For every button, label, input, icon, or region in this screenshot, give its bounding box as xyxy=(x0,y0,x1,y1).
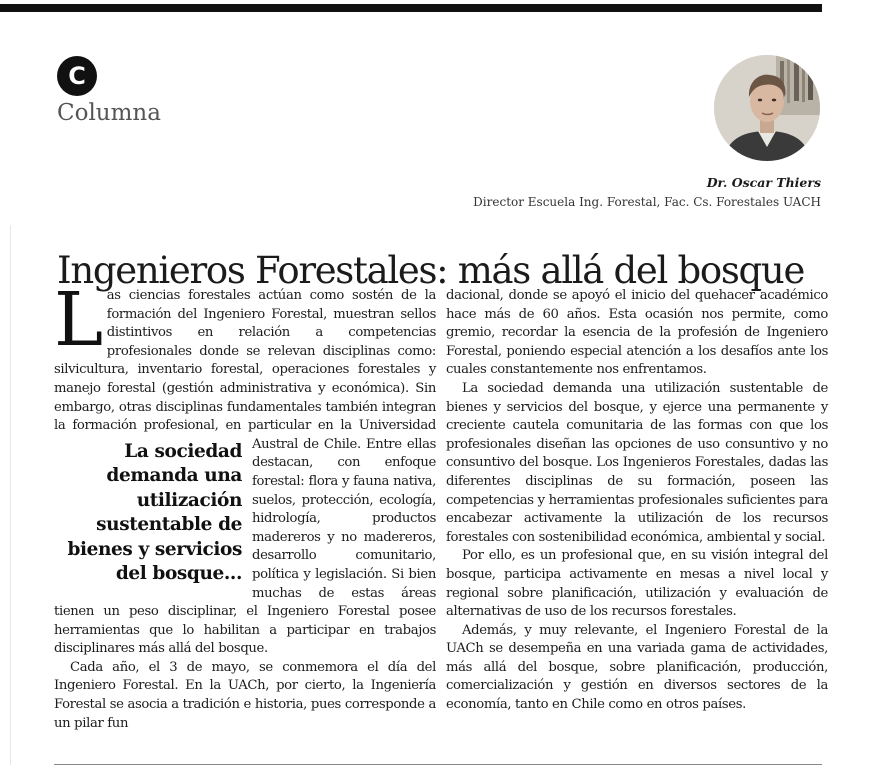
top-rule xyxy=(0,4,822,12)
author-role: Director Escuela Ing. Forestal, Fac. Cs. Forestales UACH xyxy=(473,195,821,209)
author-portrait-icon xyxy=(714,55,820,161)
section-label: Columna xyxy=(57,100,161,126)
drop-cap: L xyxy=(54,277,103,363)
article-column-right xyxy=(446,287,828,715)
article-paragraph: dacional, donde se apoyó el inicio del quehacer académico hace más de 60 años. Esta ocasión nos permite, como gremio, recordar la esencia de la profesión de Ingeniero Forestal, poniendo especial atención a los desafíos ante los cuales constantemente nos enfrentamos. xyxy=(446,288,828,378)
article-paragraph: La sociedad demanda una utilización sustentable de bienes y servicios del bosque, y ejerce una permanente y creciente cautela comunitaria de las formas con que los profesionales diseñan las opciones de uso consuntivo y no consuntivo del bosque. Los Ingenieros Forestales, dadas las diferentes disciplinas de su formación, poseen las competencias y herramientas profesionales suficientes para encabezar activamente la utilización de los recursos forestales con sostenibilidad económica, ambiental y social. xyxy=(446,380,828,545)
paragraph-text: ticular en la Universidad Austral de Chile. Entre ellas destacan, con enfoque forestal: flora y fauna nativa, suelos, protección, ecología, hidrología, productos madereros y no madereros, desarrollo comunitario, política y legislación. Si bien muchas de estas áreas tienen un peso disciplinar, el Ingeniero Forestal posee herramientas que lo habilitan a participar en trabajos disciplinares más allá del bosque. xyxy=(54,418,436,657)
article-paragraph xyxy=(54,277,436,659)
pull-quote: La sociedad demanda una utilización sustentable de bienes y servicios del bosque... xyxy=(67,440,242,585)
page-edge-line xyxy=(10,225,11,765)
paragraph-text: as ciencias forestales actúan como sostén de la formación del Ingeniero Forestal, muestran sellos distintivos en relación a competencias profesionales donde se relevan disciplinas como: silvicultura, inventario forestal, operaciones forestales y manejo forestal (gestión administrativa y económica). Sin embargo, otras disciplinas fundamentales también integran la formación profesional, en par xyxy=(54,288,436,434)
bottom-rule xyxy=(54,764,822,765)
article-paragraph: Además, y muy relevante, el Ingeniero Forestal de la UACh se desempeña en una variada gama de actividades, más allá del bosque, sobre planificación, producción, comercialización y gestión en diversos sectores de la economía, tanto en Chile como en otros países. xyxy=(446,622,828,713)
article-column-left xyxy=(54,277,436,747)
article-paragraph: Por ello, es un profesional que, en su visión integral del bosque, participa activamente en mesas a nivel local y regional sobre planificación, utilización y evaluación de alternativas de uso de los recursos forestales. xyxy=(446,548,828,620)
article-headline: Ingenieros Forestales: más allá del bosque xyxy=(57,248,805,292)
article-paragraph: Cada año, el 3 de mayo, se conmemora el día del Ingeniero Forestal. En la UACh, por cierto, la Ingeniería Forestal se asocia a tradición e historia, pues corresponde a un pilar fun xyxy=(54,659,436,731)
author-name: Dr. Oscar Thiers xyxy=(706,175,821,190)
column-badge: C xyxy=(57,56,97,96)
